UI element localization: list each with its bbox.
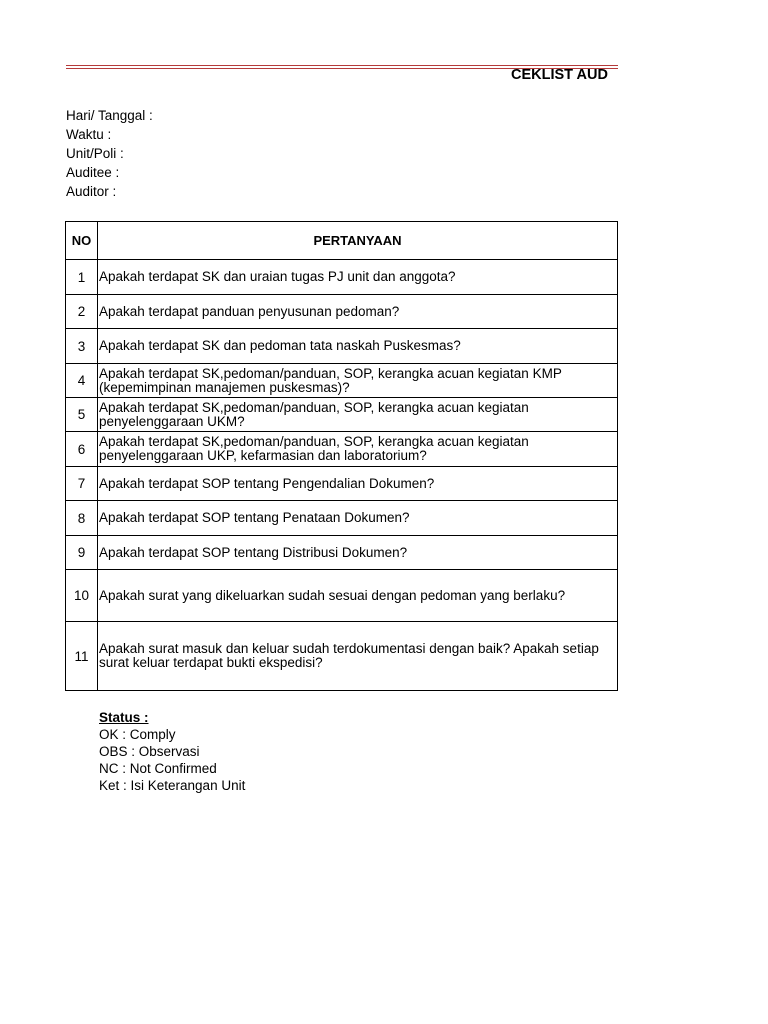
row-question: Apakah terdapat SK,pedoman/panduan, SOP, kerangka acuan kegiatan KMP (kepemimpinan manajemen puskesmas)? [98, 364, 618, 398]
meta-date-label: Hari/ Tanggal : [66, 108, 153, 123]
table-row [66, 398, 618, 432]
row-number: 4 [66, 364, 98, 398]
row-number: 1 [66, 260, 98, 295]
table-header-row [66, 222, 618, 260]
row-question: Apakah terdapat SOP tentang Pengendalian Dokumen? [98, 467, 618, 501]
row-number: 7 [66, 467, 98, 501]
table-row [66, 570, 618, 622]
status-item-nc: NC : Not Confirmed [99, 761, 217, 776]
row-number: 3 [66, 329, 98, 364]
table-row [66, 501, 618, 536]
checklist-table [65, 221, 618, 691]
row-question: Apakah surat masuk dan keluar sudah terdokumentasi dengan baik? Apakah setiap surat keluar terdapat bukti ekspedisi? [98, 622, 618, 691]
table-row [66, 536, 618, 570]
status-item-ok: OK : Comply [99, 727, 176, 742]
table-row [66, 364, 618, 398]
table-row [66, 295, 618, 329]
row-number: 5 [66, 398, 98, 432]
header-question: PERTANYAAN [98, 222, 618, 260]
meta-time-label: Waktu : [66, 127, 112, 142]
status-title: Status : [99, 710, 149, 725]
row-question: Apakah terdapat SK,pedoman/panduan, SOP, kerangka acuan kegiatan penyelenggaraan UKP, kefarmasian dan laboratorium? [98, 432, 618, 467]
table-row [66, 432, 618, 467]
row-number: 10 [66, 570, 98, 622]
row-question: Apakah surat yang dikeluarkan sudah sesuai dengan pedoman yang berlaku? [98, 570, 618, 622]
row-question: Apakah terdapat SOP tentang Distribusi Dokumen? [98, 536, 618, 570]
row-question: Apakah terdapat panduan penyusunan pedoman? [98, 295, 618, 329]
row-question: Apakah terdapat SK dan pedoman tata naskah Puskesmas? [98, 329, 618, 364]
table-row [66, 622, 618, 691]
meta-auditee-label: Auditee : [66, 165, 120, 180]
row-number: 9 [66, 536, 98, 570]
table-row [66, 260, 618, 295]
row-question: Apakah terdapat SK,pedoman/panduan, SOP, kerangka acuan kegiatan penyelenggaraan UKM? [98, 398, 618, 432]
row-number: 2 [66, 295, 98, 329]
meta-auditor-label: Auditor : [66, 184, 117, 199]
status-item-ket: Ket : Isi Keterangan Unit [99, 778, 246, 793]
row-number: 11 [66, 622, 98, 691]
status-legend [99, 709, 245, 794]
row-number: 8 [66, 501, 98, 536]
status-item-obs: OBS : Observasi [99, 744, 200, 759]
row-number: 6 [66, 432, 98, 467]
row-question: Apakah terdapat SOP tentang Penataan Dokumen? [98, 501, 618, 536]
table-row [66, 467, 618, 501]
meta-unit-label: Unit/Poli : [66, 146, 124, 161]
header-no: NO [66, 222, 98, 260]
table-row [66, 329, 618, 364]
row-question: Apakah terdapat SK dan uraian tugas PJ unit dan anggota? [98, 260, 618, 295]
document-title: CEKLIST AUD [511, 67, 608, 83]
meta-fields [66, 106, 153, 201]
